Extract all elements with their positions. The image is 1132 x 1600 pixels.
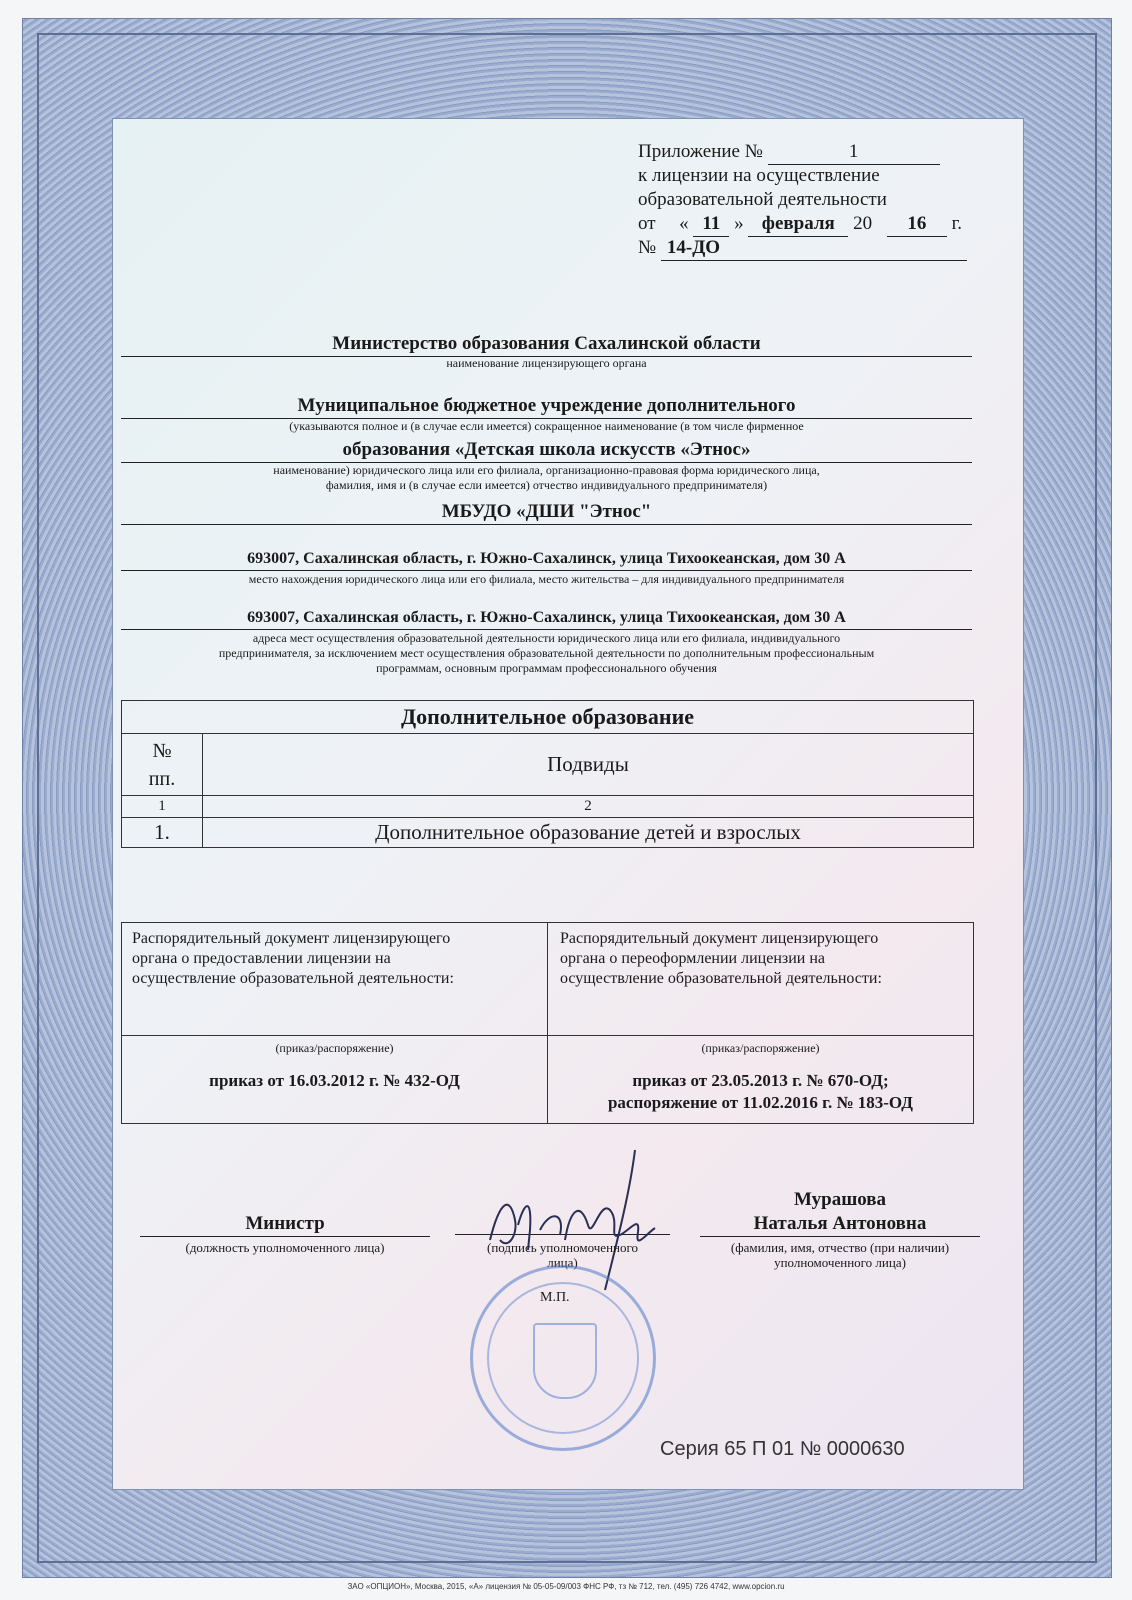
licensee-caption2b: фамилия, имя и (в случае если имеется) отчество индивидуального предпринимателя) bbox=[325, 478, 768, 492]
appendix-line1: к лицензии на осуществление bbox=[638, 165, 880, 186]
appendix-number: 1 bbox=[768, 140, 940, 165]
date-from-label: от bbox=[638, 213, 656, 234]
date-year: 16 bbox=[887, 212, 947, 237]
official-seal bbox=[470, 1265, 656, 1451]
signer-given-names: Наталья Антоновна bbox=[700, 1212, 980, 1237]
right-title-line3: осуществление образовательной деятельности: bbox=[560, 970, 882, 987]
quote-open: « bbox=[679, 213, 689, 234]
activity-address: 693007, Сахалинская область, г. Южно-Сахалинск, улица Тихоокеанская, дом 30 А bbox=[121, 607, 972, 630]
seal-crest-icon bbox=[533, 1323, 597, 1399]
location-address: 693007, Сахалинская область, г. Южно-Сахалинск, улица Тихоокеанская, дом 30 А bbox=[121, 548, 972, 571]
date-year-prefix: 20 bbox=[853, 213, 873, 234]
name-caption-line2: уполномоченного лица) bbox=[774, 1255, 906, 1270]
position-caption: (должность уполномоченного лица) bbox=[185, 1240, 385, 1255]
licensee-name-line2: образования «Детская школа искусств «Этнос» bbox=[121, 438, 972, 463]
table-header-subtypes: Подвиды bbox=[203, 734, 974, 796]
table-index-2: 2 bbox=[203, 796, 974, 818]
left-title bbox=[132, 929, 454, 989]
header-num-pp: пп. bbox=[148, 767, 176, 790]
activity-caption2: предпринимателя, за исключением мест осуществления образовательной деятельности по дополнительным профессиональным bbox=[218, 646, 875, 660]
signer-position: Министр bbox=[140, 1212, 430, 1237]
row-subtype: Дополнительное образование детей и взрослых bbox=[203, 818, 974, 848]
number-sign: № bbox=[638, 237, 657, 258]
appendix-label bbox=[638, 140, 940, 165]
date-day: 11 bbox=[693, 212, 729, 237]
left-caption: (приказ/распоряжение) bbox=[275, 1041, 394, 1055]
name-caption-line1: (фамилия, имя, отчество (при наличии) bbox=[730, 1240, 950, 1255]
license-number-row bbox=[638, 236, 967, 261]
left-title-line1: Распорядительный документ лицензирующего bbox=[132, 930, 451, 947]
appendix-label-text: Приложение № bbox=[638, 141, 763, 162]
table-title: Дополнительное образование bbox=[122, 701, 974, 734]
right-order-value1: приказ от 23.05.2013 г. № 670-ОД; bbox=[632, 1071, 889, 1090]
location-caption: место нахождения юридического лица или его филиала, место жительства – для индивидуального предпринимателя bbox=[248, 572, 845, 586]
table-header-num bbox=[122, 734, 203, 796]
table-index-1: 1 bbox=[122, 796, 203, 818]
stamp-label: М.П. bbox=[540, 1290, 570, 1305]
left-order-value: приказ от 16.03.2012 г. № 432-ОД bbox=[209, 1071, 460, 1090]
printer-footer: ЗАО «ОПЦИОН», Москва, 2015, «А» лицензия № 05-05-09/003 ФНС РФ, тз № 712, тел. (495) 726 4742, www.opcion.ru bbox=[347, 1582, 785, 1591]
table-row bbox=[122, 818, 974, 848]
licensee-name-line1: Муниципальное бюджетное учреждение дополнительного bbox=[121, 394, 972, 419]
date-year-suffix: г. bbox=[951, 213, 962, 234]
licensee-short-name: МБУДО «ДШИ "Этнос" bbox=[121, 500, 972, 525]
quote-close: » bbox=[734, 213, 744, 234]
header-num-sign: № bbox=[152, 739, 172, 762]
row-number: 1. bbox=[122, 818, 203, 848]
licensee-caption1: (указываются полное и (в случае если имеется) сокращенное наименование (в том числе фирменное bbox=[289, 419, 804, 433]
right-title-line1: Распорядительный документ лицензирующего bbox=[560, 930, 879, 947]
authority-name: Министерство образования Сахалинской области bbox=[121, 332, 972, 357]
signer-surname: Мурашова bbox=[793, 1189, 887, 1210]
sign-caption-line2: лица) bbox=[547, 1255, 578, 1270]
orders-box bbox=[121, 922, 974, 1124]
orders-right bbox=[548, 923, 973, 1123]
subtypes-table bbox=[121, 700, 974, 848]
license-number: 14-ДО bbox=[661, 236, 967, 261]
right-title-line2: органа о переоформлении лицензии на bbox=[560, 950, 825, 967]
right-caption: (приказ/распоряжение) bbox=[701, 1041, 820, 1055]
authority-caption: наименование лицензирующего органа bbox=[446, 356, 647, 370]
sign-caption-line1: (подпись уполномоченного bbox=[487, 1240, 638, 1255]
right-title bbox=[560, 929, 882, 989]
activity-caption3: программам, основным программам профессионального обучения bbox=[376, 661, 717, 675]
name-caption bbox=[700, 1240, 980, 1270]
date-month: февраля bbox=[748, 212, 848, 237]
form-series: Серия 65 П 01 № 0000630 bbox=[660, 1438, 905, 1460]
left-title-line2: органа о предоставлении лицензии на bbox=[132, 950, 391, 967]
appendix-line2: образовательной деятельности bbox=[638, 189, 887, 210]
left-title-line3: осуществление образовательной деятельности: bbox=[132, 970, 454, 987]
right-order-value2: распоряжение от 11.02.2016 г. № 183-ОД bbox=[607, 1093, 914, 1112]
appendix-date bbox=[638, 212, 962, 237]
activity-caption1: адреса мест осуществления образовательной деятельности юридического лица или его филиала, индивидуального bbox=[252, 631, 841, 645]
orders-left bbox=[122, 923, 547, 1123]
licensee-caption2a: наименование) юридического лица или его филиала, организационно-правовая форма юридического лица, bbox=[273, 463, 820, 477]
